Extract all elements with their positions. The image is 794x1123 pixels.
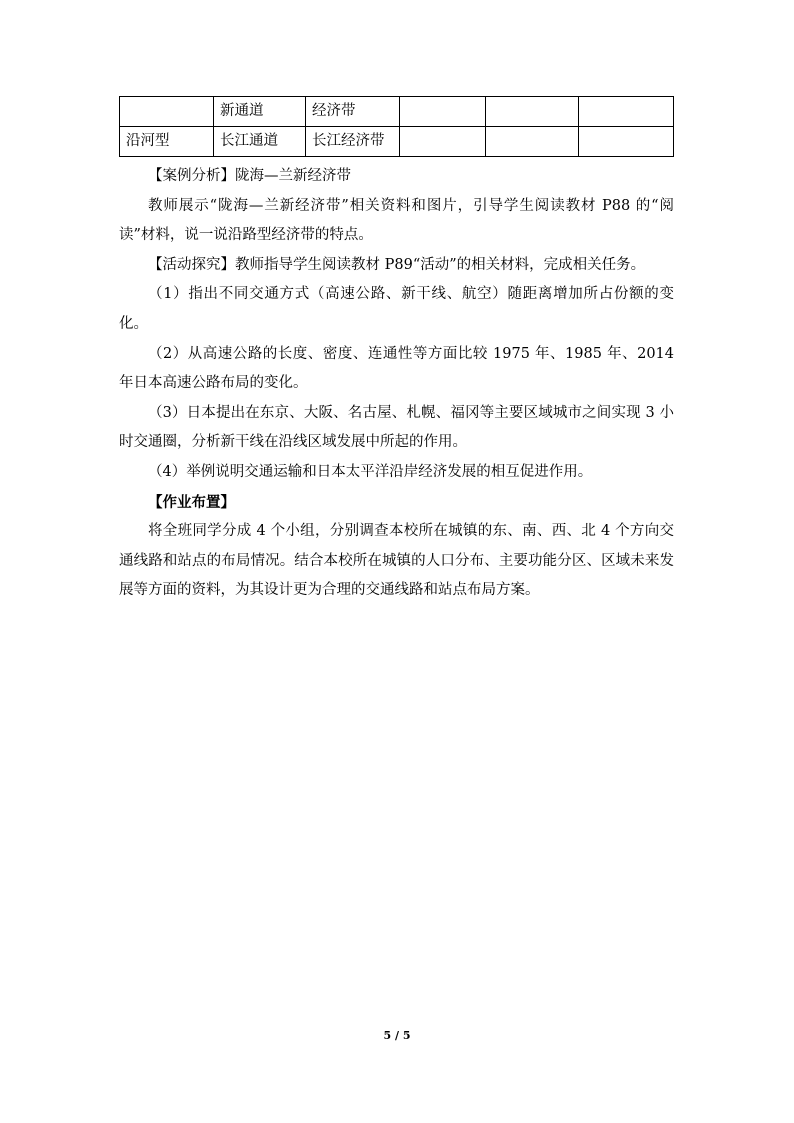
table-cell <box>400 97 486 127</box>
paragraph: 教师展示“陇海—兰新经济带”相关资料和图片，引导学生阅读教材 P88 的“阅读”材料，说一说沿路型经济带的特点。 <box>119 197 674 244</box>
table-cell: 新通道 <box>214 97 306 127</box>
case-analysis-heading: 【案例分析】陇海—兰新经济带 <box>148 168 351 184</box>
table-cell <box>120 97 214 127</box>
task-item-1: （1）指出不同交通方式（高速公路、新干线、航空）随距离增加所占份额的变化。 <box>119 286 674 332</box>
task-item-3: （3）日本提出在东京、大阪、名古屋、札幌、福冈等主要区域城市之间实现 3 小时交通圈，分析新干线在沿线区域发展中所起的作用。 <box>119 404 674 451</box>
task-item-2: （2）从高速公路的长度、密度、连通性等方面比较 1975 年、1985 年、2014 年日本高速公路布局的变化。 <box>119 345 674 392</box>
activity-heading: 【活动探究】教师指导学生阅读教材 P89“活动”的相关材料，完成相关任务。 <box>148 256 646 273</box>
economic-belt-table <box>119 96 674 157</box>
table-cell <box>400 127 486 157</box>
page-number: 5 / 5 <box>383 1029 411 1042</box>
task-item-4: （4）举例说明交通运输和日本太平洋沿岸经济发展的相互促进作用。 <box>148 463 593 480</box>
table-cell <box>486 97 579 127</box>
table-cell: 经济带 <box>306 97 400 127</box>
table-row <box>120 97 674 127</box>
table-cell: 沿河型 <box>120 127 214 157</box>
table-cell <box>579 127 674 157</box>
body-text <box>119 162 674 606</box>
table-cell: 长江通道 <box>214 127 306 157</box>
homework-paragraph: 将全班同学分成 4 个小组，分别调查本校所在城镇的东、南、西、北 4 个方向交通线路和站点的布局情况。结合本校所在城镇的人口分布、主要功能分区、区域未来发展等方面的资料，为其设计更为合理的交通线路和站点布局方案。 <box>119 523 674 599</box>
table-row <box>120 127 674 157</box>
table-cell: 长江经济带 <box>306 127 400 157</box>
table-cell <box>579 97 674 127</box>
homework-heading: 【作业布置】 <box>148 493 235 511</box>
table-cell <box>486 127 579 157</box>
